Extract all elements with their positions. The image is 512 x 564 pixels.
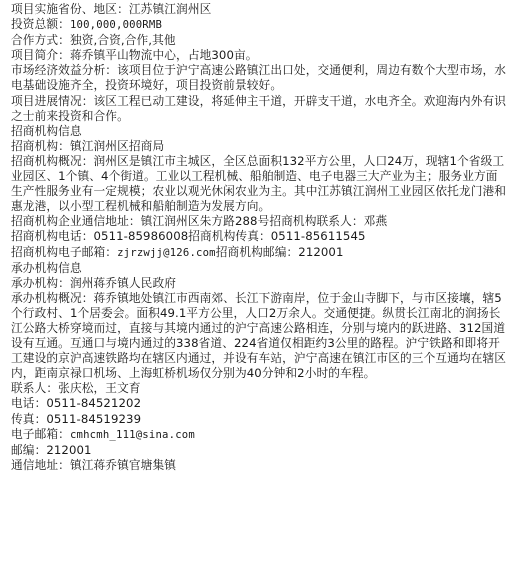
agency-email-line (11, 245, 507, 261)
organizer-postcode: 邮编：212001 (11, 442, 92, 457)
investment-label: 投资总额： (11, 17, 70, 32)
organizer-phone: 电话：0511-84521202 (11, 396, 142, 411)
organizer-section-title: 承办机构信息 (11, 260, 82, 275)
agency-name: 招商机构：镇江润州区招商局 (11, 138, 165, 153)
organizer-contact: 联系人：张庆松，王文育 (11, 381, 141, 396)
organizer-email-line (11, 427, 507, 443)
agency-email: zjrzwjj@126.com (117, 246, 216, 259)
organizer-email-label: 电子邮箱： (11, 426, 70, 441)
market-analysis: 市场经济效益分析：该项目位于沪宁高速公路镇江出口处，交通便利，周边有数个大型市场，水电基础设施齐全，投资环境好，项目投资前景较好。 (11, 63, 507, 93)
organizer-email: cmhcmh_111@sina.com (69, 428, 195, 441)
agency-phone-fax: 招商机构电话：0511-85986008招商机构传真：0511-85611545 (11, 229, 366, 244)
project-location: 项目实施省份、地区：江苏镇江润州区 (11, 2, 212, 16)
agency-section-title: 招商机构信息 (11, 123, 82, 138)
agency-address: 招商机构企业通信地址：镇江润州区朱方路288号招商机构联系人：邓燕 (11, 214, 388, 229)
organizer-fax: 传真：0511-84519239 (11, 411, 142, 426)
agency-postcode: 招商机构邮编：212001 (215, 244, 344, 259)
organizer-address: 通信地址：镇江蒋乔镇官塘集镇 (11, 457, 177, 472)
project-progress: 项目进展情况：该区工程已动工建设，将延伸主干道，开辟支干道，水电齐全。欢迎海内外有识之士前来投资和合作。 (11, 93, 507, 123)
investment-value: 100,000,000RMB (69, 19, 163, 32)
organizer-overview: 承办机构概况：蒋乔镇地处镇江市西南郊、长江下游南岸，位于金山寺脚下，与市区接壤，辖5个行政村、1个居委会。面积49.1平方公里，人口2万余人。交通便捷。纵贯长江南北的润扬长江公路大桥穿境而过，直接与其境内通过的沪宁高速公路相连，分别与境内的跃进路、312国道设有互通。互通口与境内通过的338省道、224省道仅相距约3公里的路程。沪宁铁路和即将开工建设的京沪高速铁路均在辖区内通过，并设有车站，沪宁高速在镇江市区的三个互通均在辖区内，距南京禄口机场、上海虹桥机场仅分别为40分钟和2小时的车程。 (11, 290, 507, 381)
organizer-name: 承办机构：润州蒋乔镇人民政府 (11, 275, 177, 290)
cooperation-mode: 合作方式：独资,合资,合作,其他 (11, 33, 176, 48)
investment-total (11, 17, 507, 33)
project-document (11, 2, 507, 473)
agency-overview: 招商机构概况：润州区是镇江市主城区，全区总面积132平方公里，人口24万，现辖1个省级工业园区、1个镇、4个街道。工业以工程机械、船舶制造、电子电器三大产业为主；服务业方面生产性服务业有一定规模；农业以观光休闲农业为主。其中江苏镇江润州工业园区依托龙门港和惠龙港，以小型工程机械和船舶制造为发展方向。 (11, 153, 507, 214)
agency-email-label: 招商机构电子邮箱： (11, 244, 118, 259)
project-brief: 项目简介：蒋乔镇平山物流中心，占地300亩。 (11, 48, 258, 63)
